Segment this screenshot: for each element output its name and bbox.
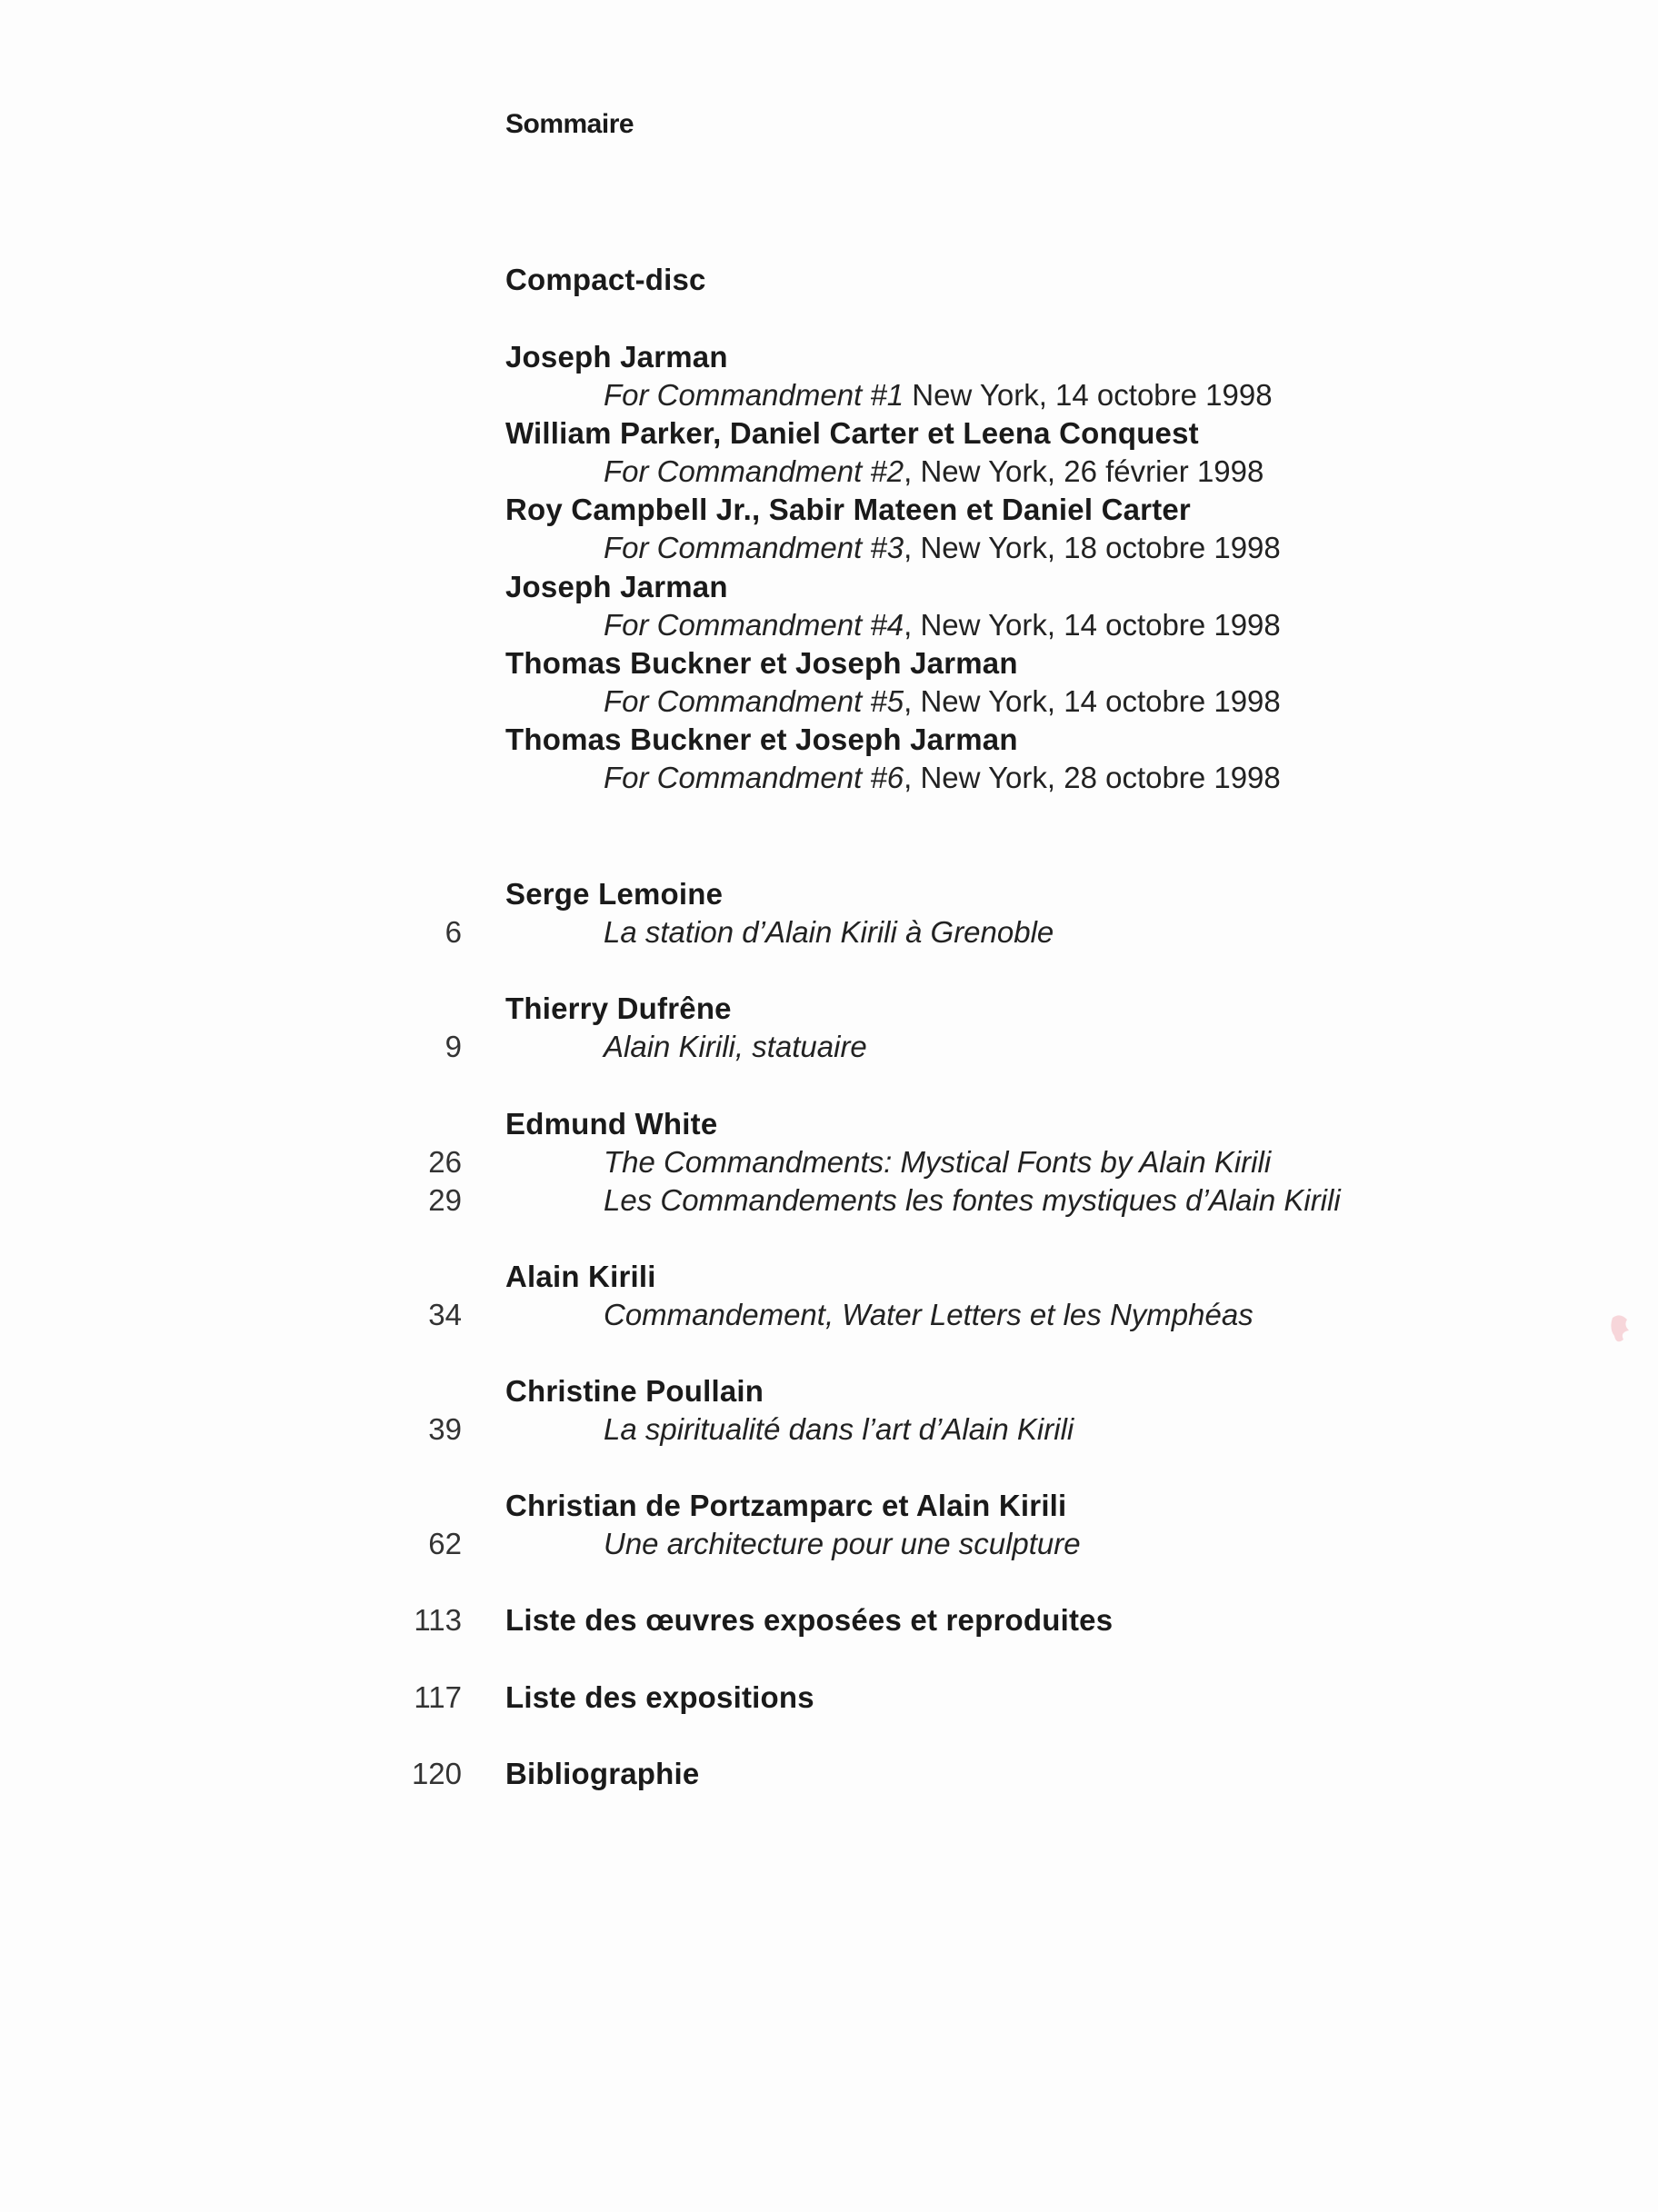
- cd-track-work: For Commandment #6: [604, 761, 904, 794]
- cd-track-work: For Commandment #4: [604, 608, 904, 642]
- page-number: 113: [414, 1603, 462, 1637]
- cd-track-details: [604, 378, 1273, 413]
- page-number: 29: [428, 1183, 462, 1217]
- page-number: 120: [411, 1757, 462, 1790]
- appendix-title: Liste des expositions: [505, 1680, 814, 1714]
- page-number: 117: [414, 1680, 462, 1714]
- cd-track-details: [604, 531, 1281, 565]
- essay-author: Alain Kirili: [505, 1260, 656, 1293]
- cd-track-place-date: , New York, 14 octobre 1998: [904, 608, 1281, 642]
- essay-title: La spiritualité dans l’art d’Alain Kirili: [604, 1412, 1074, 1446]
- essay-title: Les Commandements les fontes mystiques d’Alain Kirili: [604, 1183, 1341, 1217]
- cd-track-artists: Joseph Jarman: [505, 340, 728, 374]
- cd-track-work: For Commandment #3: [604, 531, 904, 564]
- essay-title: La station d’Alain Kirili à Grenoble: [604, 915, 1054, 949]
- essay-author: Serge Lemoine: [505, 877, 724, 911]
- cd-track-place-date: , New York, 14 octobre 1998: [904, 684, 1281, 718]
- cd-track-work: For Commandment #1: [604, 378, 904, 412]
- section-title-compact-disc: Compact-disc: [505, 263, 706, 296]
- page-number: 9: [444, 1030, 462, 1063]
- cd-track-details: [604, 761, 1281, 795]
- paper-stain-mark: [1607, 1309, 1634, 1363]
- cd-track-details: [604, 608, 1281, 643]
- essay-title: The Commandments: Mystical Fonts by Alain Kirili: [604, 1145, 1272, 1179]
- essay-author: Edmund White: [505, 1107, 718, 1141]
- page-number: 62: [428, 1527, 462, 1560]
- cd-track-artists: Thomas Buckner et Joseph Jarman: [505, 646, 1018, 680]
- cd-track-place-date: , New York, 26 février 1998: [904, 454, 1264, 488]
- cd-track-work: For Commandment #2: [604, 454, 904, 488]
- cd-track-artists: Joseph Jarman: [505, 570, 728, 603]
- appendix-title: Bibliographie: [505, 1757, 700, 1790]
- page-number: 26: [428, 1145, 462, 1179]
- page-title: Sommaire: [505, 109, 634, 139]
- essay-author: Christian de Portzamparc et Alain Kirili: [505, 1489, 1067, 1522]
- appendix-title: Liste des œuvres exposées et reproduites: [505, 1603, 1114, 1637]
- page-number: 6: [444, 915, 462, 949]
- cd-track-work: For Commandment #5: [604, 684, 904, 718]
- cd-track-details: [604, 454, 1263, 489]
- cd-track-place-date: , New York, 28 octobre 1998: [904, 761, 1281, 794]
- cd-track-artists: William Parker, Daniel Carter et Leena Conquest: [505, 416, 1199, 450]
- essay-title: Une architecture pour une sculpture: [604, 1527, 1081, 1560]
- essay-title: Alain Kirili, statuaire: [604, 1030, 867, 1063]
- essay-title: Commandement, Water Letters et les Nymphéas: [604, 1298, 1253, 1331]
- cd-track-artists: Roy Campbell Jr., Sabir Mateen et Daniel Carter: [505, 493, 1191, 526]
- page-number: 39: [428, 1412, 462, 1446]
- cd-track-artists: Thomas Buckner et Joseph Jarman: [505, 722, 1018, 756]
- stain-icon: [1607, 1309, 1634, 1363]
- essay-author: Christine Poullain: [505, 1374, 764, 1408]
- cd-track-place-date: , New York, 18 octobre 1998: [904, 531, 1281, 564]
- page-number: 34: [428, 1298, 462, 1331]
- cd-track-place-date: New York, 14 octobre 1998: [904, 378, 1273, 412]
- cd-track-details: [604, 684, 1281, 719]
- essay-author: Thierry Dufrêne: [505, 991, 732, 1025]
